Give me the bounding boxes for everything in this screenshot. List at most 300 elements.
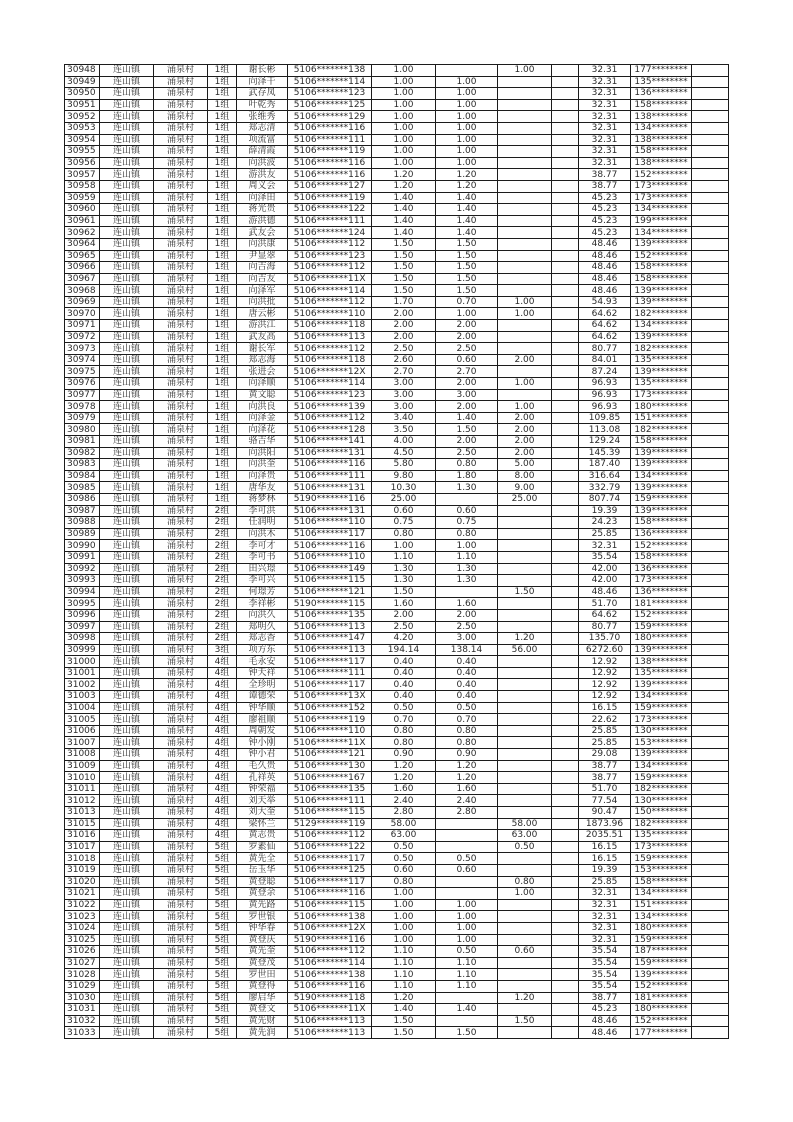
table-cell: 5组 <box>208 864 237 876</box>
table-cell: 30961 <box>65 215 100 227</box>
table-cell <box>692 899 729 911</box>
table-cell: 谢长彬 <box>237 65 288 77</box>
table-cell: 涌泉村 <box>154 922 208 934</box>
table-cell: 项方东 <box>237 644 288 656</box>
table-cell <box>692 470 729 482</box>
table-cell: 连山镇 <box>100 691 154 703</box>
table-cell: 连山镇 <box>100 911 154 923</box>
table-cell: 涌泉村 <box>154 412 208 424</box>
table-cell: 0.60 <box>436 354 498 366</box>
table-cell: 1.70 <box>372 296 436 308</box>
table-cell: 1.00 <box>372 76 436 88</box>
table-cell: 涌泉村 <box>154 702 208 714</box>
table-row <box>65 366 729 378</box>
table-cell: 0.50 <box>372 702 436 714</box>
table-cell: 涌泉村 <box>154 783 208 795</box>
table-cell: 138.14 <box>436 644 498 656</box>
table-cell: 3.40 <box>372 412 436 424</box>
table-cell: 5106*******110 <box>288 725 372 737</box>
table-cell: 2.00 <box>372 308 436 320</box>
table-cell: 连山镇 <box>100 401 154 413</box>
table-cell: 涌泉村 <box>154 354 208 366</box>
table-cell <box>692 424 729 436</box>
table-cell: 0.70 <box>436 296 498 308</box>
table-cell: 1.00 <box>436 308 498 320</box>
table-cell: 5106*******112 <box>288 946 372 958</box>
table-row <box>65 702 729 714</box>
table-cell: 38.77 <box>579 169 631 181</box>
table-cell: 35.54 <box>579 946 631 958</box>
table-cell: 2组 <box>208 598 237 610</box>
table-cell: 158******** <box>631 146 692 158</box>
table-cell: 1.10 <box>372 957 436 969</box>
table-cell: 叶乾秀 <box>237 99 288 111</box>
table-cell: 1组 <box>208 273 237 285</box>
table-cell: 连山镇 <box>100 76 154 88</box>
table-cell: 2.00 <box>372 331 436 343</box>
table-cell: 5106*******112 <box>288 343 372 355</box>
table-cell: 张维秀 <box>237 111 288 123</box>
table-cell: 1.00 <box>436 122 498 134</box>
table-cell: 2.40 <box>436 795 498 807</box>
table-cell: 1组 <box>208 401 237 413</box>
table-cell: 4.50 <box>372 447 436 459</box>
table-cell: 涌泉村 <box>154 737 208 749</box>
table-cell: 38.77 <box>579 772 631 784</box>
table-cell: 30982 <box>65 447 100 459</box>
table-cell: 尹显翠 <box>237 250 288 262</box>
table-cell <box>692 540 729 552</box>
table-cell: 38.77 <box>579 180 631 192</box>
table-cell <box>498 250 552 262</box>
table-cell: 4组 <box>208 795 237 807</box>
table-cell <box>552 586 579 598</box>
table-cell: 25.00 <box>372 493 436 505</box>
table-row <box>65 157 729 169</box>
table-cell: 109.85 <box>579 412 631 424</box>
table-cell: 1.40 <box>436 1004 498 1016</box>
table-cell: 30990 <box>65 540 100 552</box>
table-row <box>65 262 729 274</box>
table-cell: 30970 <box>65 308 100 320</box>
table-cell: 连山镇 <box>100 157 154 169</box>
table-cell <box>692 830 729 842</box>
table-cell: 139******** <box>631 331 692 343</box>
table-cell: 1.10 <box>436 551 498 563</box>
table-cell: 涌泉村 <box>154 1027 208 1039</box>
table-cell: 1.00 <box>498 308 552 320</box>
table-row <box>65 320 729 332</box>
table-cell: 5106*******113 <box>288 331 372 343</box>
table-cell: 5106*******113 <box>288 1015 372 1027</box>
table-cell: 1.40 <box>372 204 436 216</box>
table-cell: 1组 <box>208 250 237 262</box>
table-cell: 32.31 <box>579 134 631 146</box>
table-row <box>65 922 729 934</box>
table-cell: 连山镇 <box>100 795 154 807</box>
table-cell: 31011 <box>65 783 100 795</box>
table-cell: 0.40 <box>436 679 498 691</box>
table-cell: 77.54 <box>579 795 631 807</box>
table-cell: 涌泉村 <box>154 505 208 517</box>
table-cell: 2.00 <box>436 331 498 343</box>
table-row <box>65 122 729 134</box>
table-cell: 25.00 <box>498 493 552 505</box>
table-row <box>65 749 729 761</box>
table-cell: 连山镇 <box>100 644 154 656</box>
table-cell: 4组 <box>208 691 237 703</box>
table-cell: 1组 <box>208 215 237 227</box>
table-cell: 罗素仙 <box>237 841 288 853</box>
table-row <box>65 215 729 227</box>
table-cell: 4组 <box>208 830 237 842</box>
table-cell: 2.00 <box>436 436 498 448</box>
table-cell: 31008 <box>65 749 100 761</box>
table-cell: 1.30 <box>436 575 498 587</box>
table-cell <box>498 285 552 297</box>
table-cell: 1.50 <box>372 238 436 250</box>
table-cell <box>552 505 579 517</box>
table-cell: 2.00 <box>498 447 552 459</box>
table-cell: 涌泉村 <box>154 911 208 923</box>
table-cell: 32.31 <box>579 99 631 111</box>
table-cell: 向泽贵 <box>237 470 288 482</box>
table-cell: 48.46 <box>579 262 631 274</box>
table-cell: 连山镇 <box>100 308 154 320</box>
table-cell: 涌泉村 <box>154 899 208 911</box>
table-cell: 李可书 <box>237 551 288 563</box>
table-cell: 5106*******123 <box>288 250 372 262</box>
table-cell: 1组 <box>208 412 237 424</box>
table-cell: 30987 <box>65 505 100 517</box>
table-cell: 5106*******128 <box>288 424 372 436</box>
table-cell: 5106*******113 <box>288 1027 372 1039</box>
table-cell <box>692 609 729 621</box>
table-row <box>65 888 729 900</box>
table-cell: 31015 <box>65 818 100 830</box>
table-cell: 30996 <box>65 609 100 621</box>
table-cell: 152******** <box>631 169 692 181</box>
table-cell: 涌泉村 <box>154 447 208 459</box>
table-cell: 钟华春 <box>237 922 288 934</box>
table-cell: 90.47 <box>579 807 631 819</box>
table-cell: 连山镇 <box>100 1015 154 1027</box>
table-cell: 12.92 <box>579 691 631 703</box>
table-cell: 159******** <box>631 957 692 969</box>
table-cell: 连山镇 <box>100 180 154 192</box>
table-cell: 1.00 <box>372 888 436 900</box>
table-cell: 177******** <box>631 65 692 77</box>
table-cell: 刘大奎 <box>237 807 288 819</box>
table-cell: 涌泉村 <box>154 528 208 540</box>
table-cell: 5106*******116 <box>288 157 372 169</box>
table-cell: 0.60 <box>372 505 436 517</box>
table-cell <box>692 992 729 1004</box>
table-cell: 4组 <box>208 818 237 830</box>
table-cell <box>498 88 552 100</box>
table-row <box>65 737 729 749</box>
table-cell: 158******** <box>631 551 692 563</box>
table-cell: 182******** <box>631 308 692 320</box>
table-cell: 黄先财 <box>237 1015 288 1027</box>
table-cell: 45.23 <box>579 192 631 204</box>
table-row <box>65 551 729 563</box>
table-cell <box>552 65 579 77</box>
table-cell: 3.00 <box>372 378 436 390</box>
table-cell: 5106*******114 <box>288 378 372 390</box>
table-cell: 5组 <box>208 876 237 888</box>
table-cell: 1.40 <box>436 204 498 216</box>
table-cell <box>552 401 579 413</box>
table-cell: 5106*******149 <box>288 563 372 575</box>
table-cell: 5组 <box>208 934 237 946</box>
table-cell: 1.10 <box>436 980 498 992</box>
table-cell <box>552 795 579 807</box>
table-cell: 5106*******122 <box>288 841 372 853</box>
table-cell: 4.20 <box>372 633 436 645</box>
table-cell: 1.00 <box>436 922 498 934</box>
table-cell: 涌泉村 <box>154 215 208 227</box>
table-cell: 5106*******116 <box>288 980 372 992</box>
table-cell: 1.00 <box>436 934 498 946</box>
table-cell: 16.15 <box>579 702 631 714</box>
table-cell <box>692 331 729 343</box>
table-cell: 1.50 <box>436 1027 498 1039</box>
table-cell: 38.77 <box>579 760 631 772</box>
table-cell: 5106*******116 <box>288 122 372 134</box>
table-row <box>65 412 729 424</box>
table-cell: 173******** <box>631 714 692 726</box>
table-cell <box>692 528 729 540</box>
table-cell: 1.40 <box>372 215 436 227</box>
table-cell: 5组 <box>208 969 237 981</box>
table-cell: 30967 <box>65 273 100 285</box>
table-cell <box>692 551 729 563</box>
table-cell: 连山镇 <box>100 864 154 876</box>
table-cell: 任润明 <box>237 517 288 529</box>
table-cell: 32.31 <box>579 146 631 158</box>
table-cell: 31033 <box>65 1027 100 1039</box>
table-cell: 51.70 <box>579 783 631 795</box>
table-cell: 连山镇 <box>100 470 154 482</box>
table-cell <box>498 725 552 737</box>
table-cell <box>436 888 498 900</box>
table-cell: 武友高 <box>237 331 288 343</box>
table-cell: 30972 <box>65 331 100 343</box>
table-cell: 1组 <box>208 470 237 482</box>
table-cell: 武存凤 <box>237 88 288 100</box>
table-cell: 5106*******121 <box>288 749 372 761</box>
table-cell: 0.60 <box>372 864 436 876</box>
table-cell <box>552 169 579 181</box>
table-cell: 0.80 <box>498 876 552 888</box>
table-cell: 139******** <box>631 679 692 691</box>
table-cell <box>498 262 552 274</box>
table-cell: 139******** <box>631 644 692 656</box>
table-cell <box>498 957 552 969</box>
table-cell <box>498 807 552 819</box>
table-cell <box>692 447 729 459</box>
table-cell: 31030 <box>65 992 100 1004</box>
table-cell <box>692 378 729 390</box>
table-row <box>65 424 729 436</box>
table-cell: 30974 <box>65 354 100 366</box>
table-cell: 5190*******116 <box>288 493 372 505</box>
table-cell: 涌泉村 <box>154 864 208 876</box>
table-cell: 涌泉村 <box>154 934 208 946</box>
table-cell <box>552 922 579 934</box>
table-cell: 向泽军 <box>237 285 288 297</box>
table-cell: 1.20 <box>372 180 436 192</box>
table-cell: 2组 <box>208 575 237 587</box>
table-cell: 1.20 <box>372 772 436 784</box>
table-cell: 涌泉村 <box>154 250 208 262</box>
table-cell: 153******** <box>631 737 692 749</box>
table-cell: 32.31 <box>579 922 631 934</box>
table-row <box>65 644 729 656</box>
table-cell: 30973 <box>65 343 100 355</box>
table-cell: 5106*******130 <box>288 760 372 772</box>
table-cell <box>692 412 729 424</box>
table-cell <box>692 946 729 958</box>
table-cell: 1组 <box>208 354 237 366</box>
table-cell: 1.00 <box>372 934 436 946</box>
table-cell: 30949 <box>65 76 100 88</box>
table-cell: 连山镇 <box>100 957 154 969</box>
table-cell: 152******** <box>631 250 692 262</box>
table-cell: 1.50 <box>436 262 498 274</box>
table-cell <box>498 714 552 726</box>
table-cell: 1.40 <box>436 192 498 204</box>
table-cell: 1组 <box>208 447 237 459</box>
table-cell: 136******** <box>631 563 692 575</box>
table-cell: 涌泉村 <box>154 401 208 413</box>
table-cell: 涌泉村 <box>154 227 208 239</box>
table-cell: 5106*******135 <box>288 609 372 621</box>
table-cell <box>552 331 579 343</box>
table-cell: 0.50 <box>372 841 436 853</box>
table-cell: 130******** <box>631 725 692 737</box>
table-cell: 45.23 <box>579 1004 631 1016</box>
table-cell: 周朝发 <box>237 725 288 737</box>
table-row <box>65 146 729 158</box>
table-cell <box>692 204 729 216</box>
table-cell: 9.80 <box>372 470 436 482</box>
table-row <box>65 1015 729 1027</box>
table-cell: 黄志贵 <box>237 830 288 842</box>
table-cell: 31010 <box>65 772 100 784</box>
table-cell: 30995 <box>65 598 100 610</box>
table-cell: 2组 <box>208 586 237 598</box>
table-cell: 5106*******139 <box>288 401 372 413</box>
table-cell: 35.54 <box>579 980 631 992</box>
table-cell: 1.00 <box>436 911 498 923</box>
table-cell <box>692 157 729 169</box>
table-cell <box>692 285 729 297</box>
table-cell: 1组 <box>208 378 237 390</box>
table-cell <box>498 795 552 807</box>
table-cell <box>498 934 552 946</box>
table-cell: 连山镇 <box>100 320 154 332</box>
table-cell: 42.00 <box>579 575 631 587</box>
table-cell: 0.75 <box>436 517 498 529</box>
table-cell: 2.00 <box>498 354 552 366</box>
table-cell: 1.00 <box>372 111 436 123</box>
table-cell: 31004 <box>65 702 100 714</box>
table-cell <box>552 864 579 876</box>
table-cell: 涌泉村 <box>154 1015 208 1027</box>
table-cell: 郑志海 <box>237 354 288 366</box>
table-cell: 5106*******119 <box>288 714 372 726</box>
table-cell: 涌泉村 <box>154 725 208 737</box>
table-cell: 158******** <box>631 436 692 448</box>
table-cell: 64.62 <box>579 609 631 621</box>
table-cell: 1.00 <box>436 88 498 100</box>
table-row <box>65 621 729 633</box>
table-cell <box>498 1004 552 1016</box>
table-cell: 1.60 <box>436 598 498 610</box>
table-cell: 30988 <box>65 517 100 529</box>
table-cell: 涌泉村 <box>154 389 208 401</box>
table-cell <box>552 633 579 645</box>
table-cell <box>436 818 498 830</box>
table-cell: 梁怀兰 <box>237 818 288 830</box>
table-cell: 涌泉村 <box>154 888 208 900</box>
table-cell <box>436 841 498 853</box>
table-cell: 5组 <box>208 957 237 969</box>
table-cell: 郑明久 <box>237 621 288 633</box>
table-cell: 0.60 <box>436 505 498 517</box>
table-cell: 32.31 <box>579 899 631 911</box>
table-cell: 黄先润 <box>237 1027 288 1039</box>
table-cell <box>436 876 498 888</box>
table-cell: 连山镇 <box>100 227 154 239</box>
table-cell: 1组 <box>208 436 237 448</box>
table-row <box>65 88 729 100</box>
table-cell: 涌泉村 <box>154 772 208 784</box>
table-cell: 连山镇 <box>100 285 154 297</box>
table-cell: 周义会 <box>237 180 288 192</box>
table-cell <box>692 864 729 876</box>
table-cell: 涌泉村 <box>154 111 208 123</box>
table-cell: 连山镇 <box>100 88 154 100</box>
table-cell: 5129*******119 <box>288 818 372 830</box>
table-cell: 187******** <box>631 946 692 958</box>
table-cell: 向泽干 <box>237 76 288 88</box>
table-cell: 涌泉村 <box>154 1004 208 1016</box>
table-cell: 连山镇 <box>100 424 154 436</box>
table-cell: 153******** <box>631 864 692 876</box>
table-row <box>65 575 729 587</box>
table-cell: 5组 <box>208 888 237 900</box>
table-cell: 向洪木 <box>237 528 288 540</box>
table-cell: 涌泉村 <box>154 146 208 158</box>
table-cell: 连山镇 <box>100 273 154 285</box>
table-cell: 连山镇 <box>100 111 154 123</box>
table-cell <box>552 807 579 819</box>
table-cell <box>498 969 552 981</box>
table-cell: 135.70 <box>579 633 631 645</box>
table-cell <box>552 308 579 320</box>
table-cell: 2组 <box>208 540 237 552</box>
table-cell: 连山镇 <box>100 436 154 448</box>
table-cell: 涌泉村 <box>154 633 208 645</box>
table-cell <box>552 980 579 992</box>
table-cell <box>498 980 552 992</box>
table-cell: 35.54 <box>579 551 631 563</box>
table-cell: 31006 <box>65 725 100 737</box>
table-cell: 连山镇 <box>100 482 154 494</box>
